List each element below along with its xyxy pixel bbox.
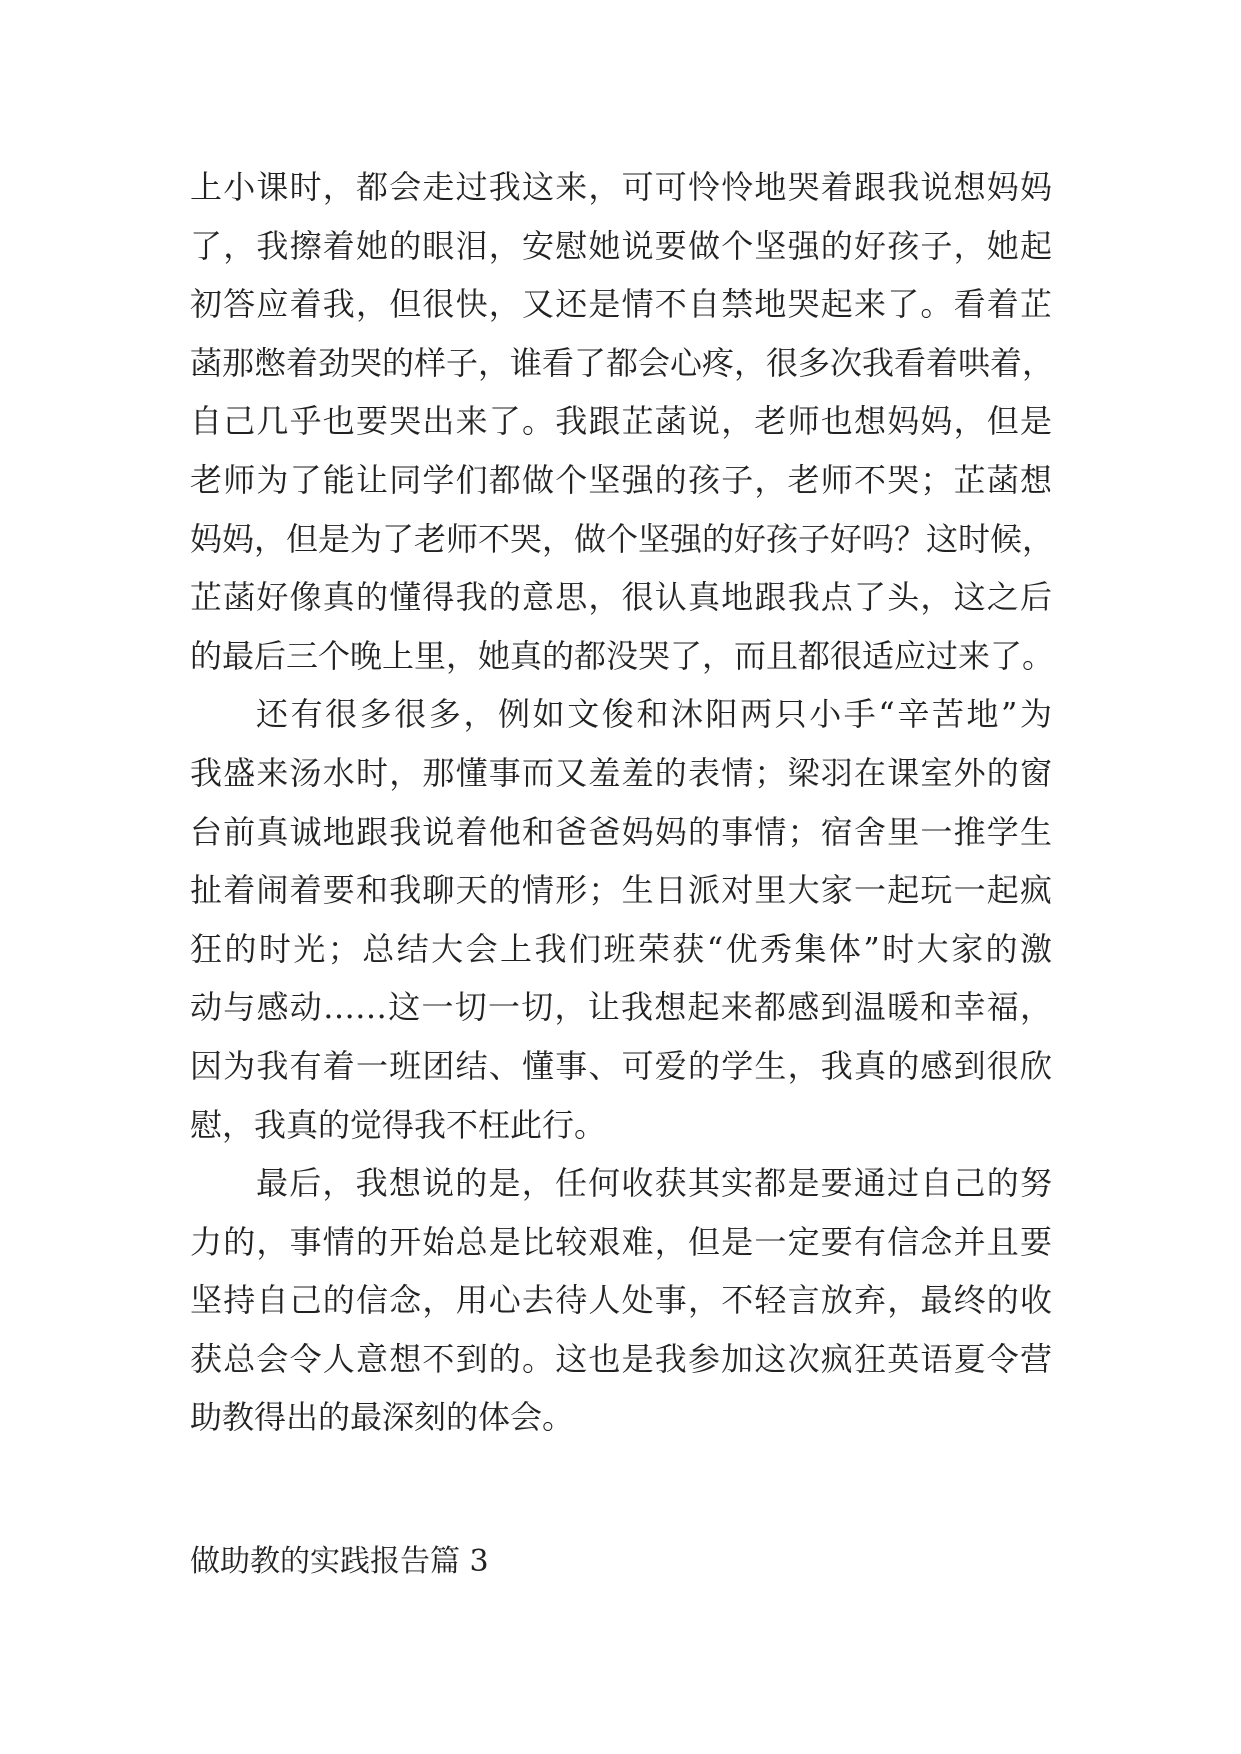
text-line: 菡那憋着劲哭的样子，谁看了都会心疼，很多次我看着哄着， bbox=[190, 343, 1055, 382]
text-line: 狂的时光；总结大会上我们班荣获“优秀集体”时大家的激 bbox=[190, 929, 1052, 968]
text-line: 慰，我真的觉得我不枉此行。 bbox=[190, 1105, 607, 1144]
text-line: 最后，我想说的是，任何收获其实都是要通过自己的努 bbox=[256, 1164, 1052, 1203]
text-line: 了，我擦着她的眼泪，安慰她说要做个坚强的好孩子，她起 bbox=[190, 226, 1052, 265]
text-line: 台前真诚地跟我说着他和爸爸妈妈的事情；宿舍里一推学生 bbox=[190, 812, 1052, 851]
text-line: 上小课时，都会走过我这来，可可怜怜地哭着跟我说想妈妈 bbox=[190, 168, 1052, 206]
text-line: 因为我有着一班团结、懂事、可爱的学生，我真的感到很欣 bbox=[190, 1046, 1052, 1085]
section-heading: 做助教的实践报告篇 3 bbox=[190, 1544, 489, 1579]
paragraph bbox=[190, 158, 1055, 685]
text-line: 还有很多很多，例如文俊和沐阳两只小手“辛苦地”为 bbox=[256, 695, 1052, 734]
document-body bbox=[190, 158, 1055, 1447]
text-line: 初答应着我，但很快，又还是情不自禁地哭起来了。看着芷 bbox=[190, 285, 1052, 324]
text-line: 动与感动……这一切一切，让我想起来都感到温暖和幸福， bbox=[190, 988, 1052, 1027]
text-line: 获总会令人意想不到的。这也是我参加这次疯狂英语夏令营 bbox=[190, 1339, 1052, 1378]
text-line: 的最后三个晚上里，她真的都没哭了，而且都很适应过来了。 bbox=[190, 636, 1055, 675]
text-line: 坚持自己的信念，用心去待人处事，不轻言放弃，最终的收 bbox=[190, 1281, 1052, 1320]
text-line: 妈妈，但是为了老师不哭，做个坚强的好孩子好吗？这时候， bbox=[190, 519, 1055, 558]
paragraph bbox=[190, 1154, 1052, 1447]
text-line: 老师为了能让同学们都做个坚强的孩子，老师不哭；芷菡想 bbox=[190, 460, 1052, 499]
text-line: 我盛来汤水时，那懂事而又羞羞的表情；梁羽在课室外的窗 bbox=[190, 753, 1052, 792]
paragraph bbox=[190, 685, 1052, 1154]
text-line: 助教得出的最深刻的体会。 bbox=[190, 1398, 575, 1437]
text-line: 自己几乎也要哭出来了。我跟芷菡说，老师也想妈妈，但是 bbox=[190, 402, 1052, 441]
text-line: 力的，事情的开始总是比较艰难，但是一定要有信念并且要 bbox=[190, 1222, 1052, 1261]
text-line: 芷菡好像真的懂得我的意思，很认真地跟我点了头，这之后 bbox=[190, 578, 1052, 617]
text-line: 扯着闹着要和我聊天的情形；生日派对里大家一起玩一起疯 bbox=[190, 871, 1052, 910]
